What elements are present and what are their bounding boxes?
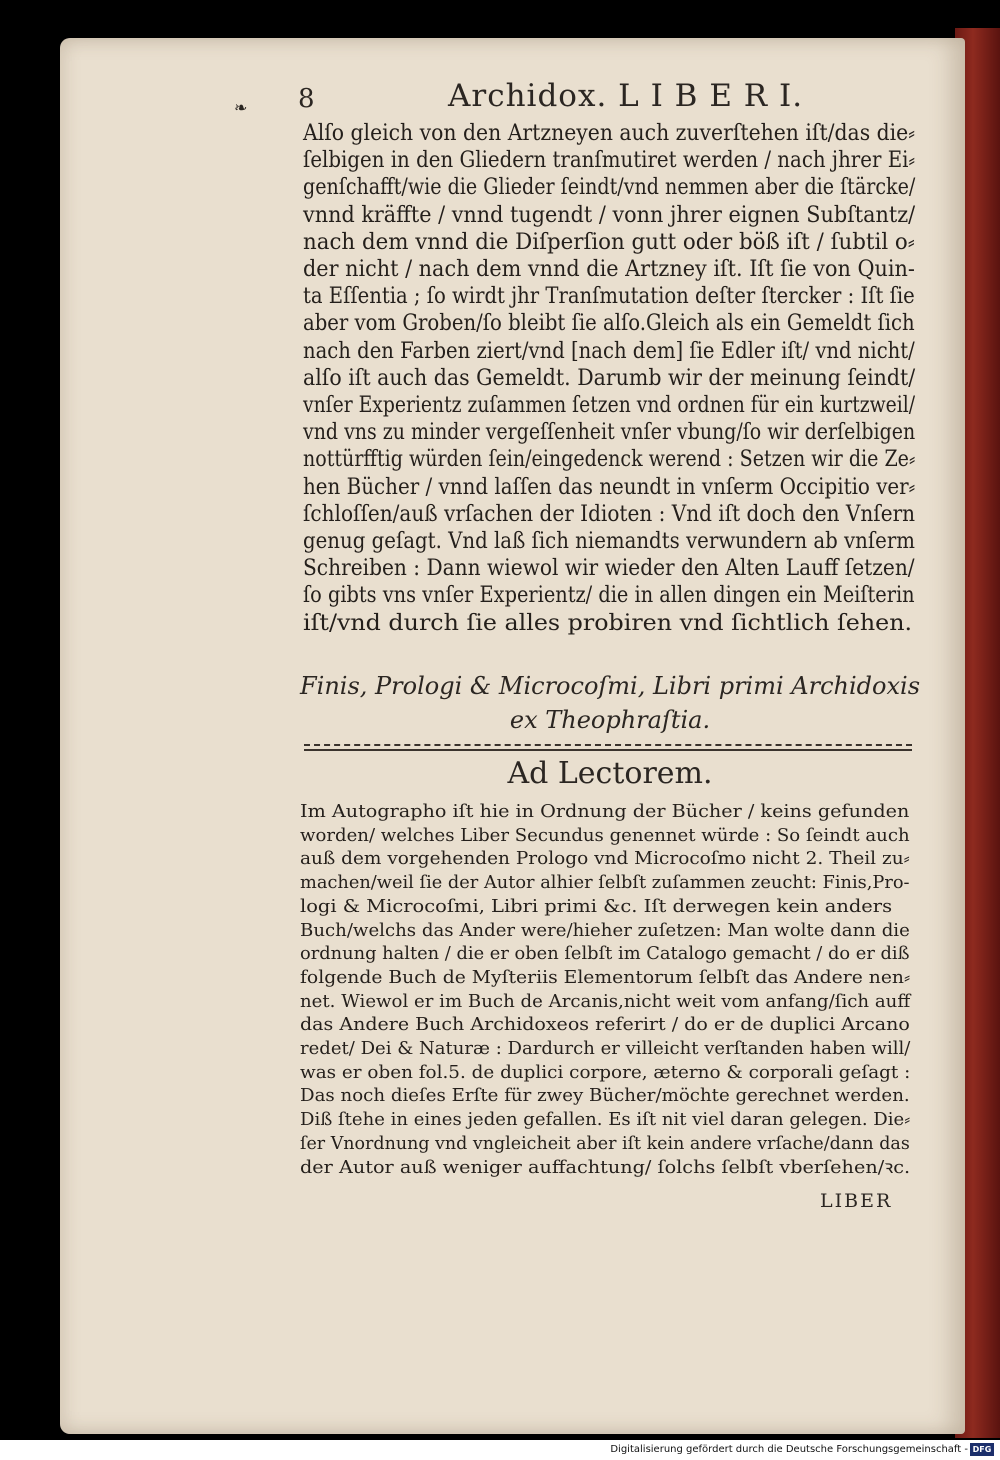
text-line: nottürfftig würden ſein/eingedenck werend : Setzen wir die Ze⸗ — [303, 447, 916, 473]
colophon-line: ex Theophraſtia. — [509, 706, 711, 734]
digitization-footer — [0, 1440, 1000, 1460]
divider-rule — [304, 744, 912, 746]
colophon-line: Finis, Prologi & Microcoſmi, Libri primi Archidoxis — [300, 672, 921, 700]
text-line: aber vom Groben/ſo bleibt ſie alſo.Gleich als ein Gemeldt ſich — [303, 311, 915, 337]
funding-credit: Digitalisierung gefördert durch die Deutsche Forschungsgemeinschaft - — [610, 1444, 968, 1455]
text-line: ta Eſſentia ; ſo wirdt jhr Tranſmutation deſter ſtercker : Iſt ſie — [303, 284, 915, 310]
text-line: ſo gibts vns vnſer Experientz/ die in allen dingen ein Meiſterin — [303, 583, 915, 609]
text-line: vnnd kräffte / vnnd tugendt / vonn jhrer eignen Subſtantz/ — [303, 202, 916, 228]
text-line: genug geſagt. Vnd laß ſich niemandts verwundern ab vnſerm — [303, 529, 915, 555]
text-line: nach den Farben ziert/vnd [nach dem] ſie Edler iſt/ vnd nicht/ — [303, 338, 915, 364]
dfg-logo-icon: DFG — [970, 1443, 994, 1456]
text-line: vnd vns zu minder vergeſſenheit vnſer vbung/ſo wir derſelbigen — [303, 420, 916, 446]
fleuron-ornament: ❧ — [234, 98, 248, 117]
text-line: nach dem vnnd die Diſperſion gutt oder böß iſt / ſubtil o⸗ — [303, 229, 915, 255]
note-text-block — [300, 800, 912, 1179]
note-line: Das noch dieſes Erſte für zwey Bücher/möchte gerechnet werden. — [300, 1085, 910, 1107]
page-number: 8 — [298, 84, 315, 114]
text-line: hen Bücher / vnnd laſſen das neundt in vnſerm Occipitio ver⸗ — [303, 474, 916, 500]
running-head — [0, 78, 1000, 122]
main-text-block — [303, 120, 915, 637]
note-line: Diß ſtehe in eines jeden gefallen. Es iſt nit viel daran gelegen. Die⸗ — [300, 1109, 911, 1131]
text-line: ſelbigen in den Gliedern tranſmutiret werden / nach jhrer Ei⸗ — [303, 148, 916, 174]
text-line: iſt/vnd durch ſie alles probiren vnd ſichtlich ſehen. — [303, 610, 913, 636]
text-line: alſo iſt auch das Gemeldt. Darumb wir der meinung ſeindt/ — [303, 365, 916, 391]
note-heading: Ad Lectorem. — [507, 756, 713, 791]
text-line: der nicht / nach dem vnnd die Artzney iſt. Iſt ſie von Quin- — [303, 257, 915, 283]
note-line: der Autor auß weniger auffachtung/ ſolchs ſelbſt vberſehen/ꝛc. — [300, 1156, 911, 1178]
note-line: was er oben fol.5. de duplici corpore, æterno & corporali geſagt : — [300, 1061, 911, 1083]
text-line: Alſo gleich von den Artzneyen auch zuverſtehen iſt/das die⸗ — [303, 121, 916, 146]
note-line: logi & Microcoſmi, Libri primi &c. Iſt derwegen kein anders — [300, 895, 893, 917]
text-line: vnſer Experientz zuſammen ſetzen vnd ordnen für ein kurtzweil/ — [303, 393, 916, 419]
note-line: Im Autographo iſt hie in Ordnung der Bücher / keins gefunden — [300, 801, 910, 822]
note-line: worden/ welches Liber Secundus genennet würde : So ſeindt auch — [300, 824, 910, 846]
note-line: ſer Vnordnung vnd vngleicheit aber iſt kein andere vrſache/dann das — [300, 1132, 910, 1154]
text-line: Schreiben : Dann wiewol wir wieder den Alten Lauff ſetzen/ — [303, 556, 915, 582]
note-line: Buch/welchs das Ander were/hieher zuſetzen: Man wolte dann die — [300, 919, 910, 941]
running-title: Archidox. L I B E R I. — [448, 78, 804, 114]
note-line: folgende Buch de Myſteriis Elementorum ſelbſt das Andere nen⸗ — [300, 966, 911, 988]
note-line: ordnung halten / die er oben ſelbſt im Catalogo gemacht / do er diß — [300, 943, 910, 965]
note-line: machen/weil ſie der Autor alhier ſelbſt zuſammen zeucht: Finis,Pro- — [300, 872, 910, 894]
note-line: net. Wiewol er im Buch de Arcanis,nicht weit vom anfang/ſich auff — [300, 990, 911, 1012]
text-line: genſchafft/wie die Glieder ſeindt/vnd nemmen aber die ſtärcke/ — [303, 175, 916, 201]
note-line: redet/ Dei & Naturæ : Dardurch er villeicht verſtanden haben will/ — [300, 1038, 911, 1060]
catchword: LIBER — [820, 1190, 893, 1212]
note-line: auß dem vorgehenden Prologo vnd Microcoſmo nicht 2. Theil zu⸗ — [300, 848, 910, 870]
divider-rule — [304, 749, 912, 751]
note-line: das Andere Buch Archidoxeos referirt / do er de duplici Arcano — [300, 1014, 910, 1036]
text-line: ſchloſſen/auß vrſachen der Idioten : Vnd iſt doch den Vnſern — [303, 501, 916, 527]
